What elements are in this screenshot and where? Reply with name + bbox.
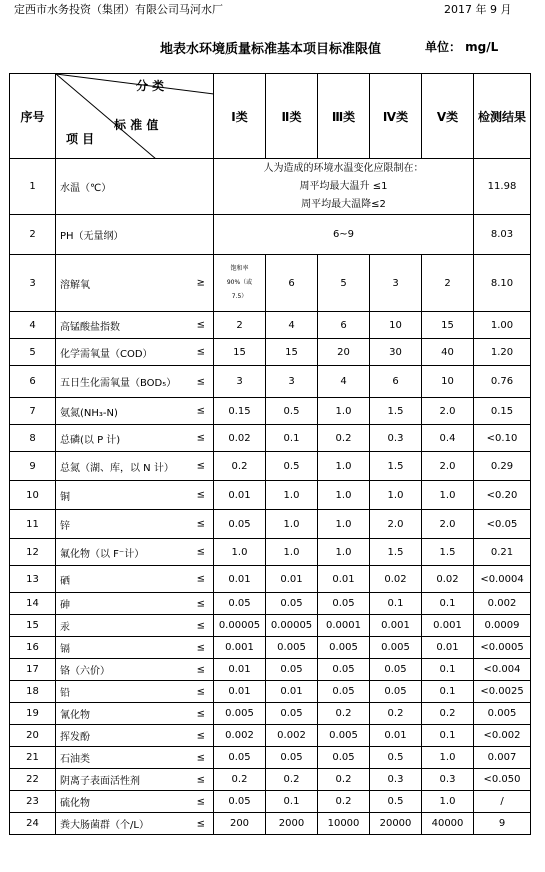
class-2-value: 0.05 xyxy=(266,747,318,769)
item-label: 化学需氧量（COD） xyxy=(60,348,153,360)
result-value: / xyxy=(474,791,531,813)
class-3-value: 0.2 xyxy=(318,769,370,791)
class-5-value: 0.02 xyxy=(422,566,474,593)
class-1-value: 0.005 xyxy=(214,703,266,725)
comparison-symbol: ≤ xyxy=(196,620,205,631)
row-number: 4 xyxy=(10,312,56,339)
class-2-value: 0.01 xyxy=(266,681,318,703)
class-5-value: 0.1 xyxy=(422,593,474,615)
class-5-value: 0.1 xyxy=(422,659,474,681)
table-row xyxy=(10,747,531,769)
result-value: 11.98 xyxy=(474,159,531,215)
class-4-value: 0.005 xyxy=(370,637,422,659)
class-5-value: 1.0 xyxy=(422,791,474,813)
document-title: 地表水环境质量标准基本项目标准限值 xyxy=(160,42,382,57)
class-3-value: 0.01 xyxy=(318,566,370,593)
result-value: 0.15 xyxy=(474,398,531,425)
class-1-value: 0.01 xyxy=(214,481,266,510)
table-row xyxy=(10,255,531,312)
result-value: 9 xyxy=(474,813,531,835)
row-number: 9 xyxy=(10,452,56,481)
header-class-3: Ⅲ类 xyxy=(318,74,370,159)
class-5-value: 15 xyxy=(422,312,474,339)
item-name xyxy=(56,813,214,835)
comparison-symbol: ≤ xyxy=(196,730,205,741)
class-4-value: 0.3 xyxy=(370,425,422,452)
item-label: 镉 xyxy=(60,644,70,655)
header-class-4: Ⅳ类 xyxy=(370,74,422,159)
item-label: 汞 xyxy=(60,622,70,633)
item-name xyxy=(56,593,214,615)
item-label: 阴离子表面活性剂 xyxy=(60,776,140,787)
class-3-value: 0.0001 xyxy=(318,615,370,637)
class-4-value: 0.05 xyxy=(370,681,422,703)
row-number: 22 xyxy=(10,769,56,791)
class-3-value: 0.05 xyxy=(318,659,370,681)
row-number: 13 xyxy=(10,566,56,593)
comparison-symbol: ≤ xyxy=(196,796,205,807)
saturation-line-3: 7.5） xyxy=(231,293,248,300)
class-4-value: 0.1 xyxy=(370,593,422,615)
comparison-symbol: ≤ xyxy=(196,432,205,444)
item-name xyxy=(56,215,214,255)
class-1-value: 0.2 xyxy=(214,452,266,481)
class-1-value: 200 xyxy=(214,813,266,835)
row-number: 14 xyxy=(10,593,56,615)
row-number: 21 xyxy=(10,747,56,769)
row-number: 1 xyxy=(10,159,56,215)
item-label: 溶解氧 xyxy=(60,279,90,291)
item-label: PH（无量纲） xyxy=(60,231,124,242)
item-name xyxy=(56,510,214,539)
item-name xyxy=(56,481,214,510)
table-row xyxy=(10,681,531,703)
row-number: 8 xyxy=(10,425,56,452)
item-label: 水温（℃） xyxy=(60,183,112,194)
header-row xyxy=(10,74,531,159)
note-line-1: 人为造成的环境水温变化应限制在： xyxy=(263,162,424,174)
comparison-symbol: ≤ xyxy=(196,708,205,719)
item-name xyxy=(56,366,214,398)
class-2-value: 3 xyxy=(266,366,318,398)
class-2-value: 1.0 xyxy=(266,510,318,539)
class-1-value: 0.01 xyxy=(214,566,266,593)
item-label: 氟化物（以 F⁻计） xyxy=(60,548,145,560)
comparison-symbol: ≤ xyxy=(196,489,205,501)
item-label: 硫化物 xyxy=(60,798,90,809)
saturation-line-1: 饱和率 xyxy=(230,265,249,272)
result-value: <0.20 xyxy=(474,481,531,510)
class-1-value: 0.05 xyxy=(214,747,266,769)
class-3-value: 0.05 xyxy=(318,681,370,703)
row-number: 6 xyxy=(10,366,56,398)
item-name xyxy=(56,159,214,215)
header-class-2: Ⅱ类 xyxy=(266,74,318,159)
table-row xyxy=(10,659,531,681)
class-1-value: 0.001 xyxy=(214,637,266,659)
class-3-value: 0.2 xyxy=(318,703,370,725)
table-row xyxy=(10,339,531,366)
comparison-symbol: ≤ xyxy=(196,686,205,697)
row-number: 23 xyxy=(10,791,56,813)
comparison-symbol: ≤ xyxy=(196,642,205,653)
document-title-bar xyxy=(0,36,545,56)
class-3-value: 20 xyxy=(318,339,370,366)
comparison-symbol: ≤ xyxy=(196,664,205,675)
header-diagonal-cell xyxy=(56,74,214,159)
standards-table xyxy=(9,73,531,835)
result-value: 8.10 xyxy=(474,255,531,312)
result-value: 0.21 xyxy=(474,539,531,566)
table-row xyxy=(10,366,531,398)
result-value: <0.050 xyxy=(474,769,531,791)
class-5-value: 1.0 xyxy=(422,481,474,510)
row-number: 3 xyxy=(10,255,56,312)
item-name xyxy=(56,725,214,747)
top-bar xyxy=(0,0,545,18)
class-5-value: 1.5 xyxy=(422,539,474,566)
class-2-value: 6 xyxy=(266,255,318,312)
class-1-value: 0.002 xyxy=(214,725,266,747)
row-number: 12 xyxy=(10,539,56,566)
item-label: 氰化物 xyxy=(60,710,90,721)
item-label: 锌 xyxy=(60,520,70,532)
comparison-symbol: ≤ xyxy=(196,752,205,763)
class-4-value: 0.02 xyxy=(370,566,422,593)
result-value: 0.005 xyxy=(474,703,531,725)
class-2-value: 0.002 xyxy=(266,725,318,747)
table-row xyxy=(10,312,531,339)
class-2-value: 0.00005 xyxy=(266,615,318,637)
class-5-value: 0.3 xyxy=(422,769,474,791)
class-2-value: 15 xyxy=(266,339,318,366)
item-name xyxy=(56,255,214,312)
class-3-value: 1.0 xyxy=(318,510,370,539)
item-label: 挥发酚 xyxy=(60,732,90,743)
result-value: 8.03 xyxy=(474,215,531,255)
table-row xyxy=(10,615,531,637)
result-value: <0.05 xyxy=(474,510,531,539)
item-label: 铬（六价） xyxy=(60,666,110,677)
result-value: 1.20 xyxy=(474,339,531,366)
class-4-value: 0.2 xyxy=(370,703,422,725)
item-name xyxy=(56,681,214,703)
item-label: 石油类 xyxy=(60,754,90,765)
header-class-5: Ⅴ类 xyxy=(422,74,474,159)
class-1-value: 0.00005 xyxy=(214,615,266,637)
item-label: 砷 xyxy=(60,600,70,611)
class-5-value: 0.001 xyxy=(422,615,474,637)
item-name xyxy=(56,539,214,566)
class-2-value: 0.05 xyxy=(266,593,318,615)
result-value: <0.0004 xyxy=(474,566,531,593)
class-2-value: 0.01 xyxy=(266,566,318,593)
class-3-value: 1.0 xyxy=(318,398,370,425)
class-1-value: 0.02 xyxy=(214,425,266,452)
class-2-value: 0.05 xyxy=(266,659,318,681)
class-4-value: 0.05 xyxy=(370,659,422,681)
comparison-symbol: ≤ xyxy=(196,774,205,785)
class-4-value: 1.5 xyxy=(370,539,422,566)
class-2-value: 4 xyxy=(266,312,318,339)
class-2-value: 1.0 xyxy=(266,481,318,510)
class-1-value: 0.05 xyxy=(214,791,266,813)
class-3-value: 10000 xyxy=(318,813,370,835)
class-4-value: 1.5 xyxy=(370,398,422,425)
class-4-value: 1.5 xyxy=(370,452,422,481)
header-result: 检测结果 xyxy=(474,74,531,159)
table-row xyxy=(10,510,531,539)
item-name xyxy=(56,425,214,452)
header-class-1: Ⅰ类 xyxy=(214,74,266,159)
result-value: <0.0005 xyxy=(474,637,531,659)
class-1-value: 3 xyxy=(214,366,266,398)
item-name xyxy=(56,398,214,425)
class-5-value: 40 xyxy=(422,339,474,366)
class-3-value: 0.2 xyxy=(318,425,370,452)
result-value: <0.0025 xyxy=(474,681,531,703)
class-1-value: 0.01 xyxy=(214,659,266,681)
class-5-value: 2.0 xyxy=(422,452,474,481)
table-row xyxy=(10,398,531,425)
header-category: 分 类 xyxy=(136,79,165,93)
comparison-symbol: ≤ xyxy=(196,546,205,558)
class-4-value: 3 xyxy=(370,255,422,312)
item-name xyxy=(56,615,214,637)
class-1-value: 0.01 xyxy=(214,681,266,703)
class-4-value: 0.01 xyxy=(370,725,422,747)
result-value: <0.002 xyxy=(474,725,531,747)
class-2-value: 0.05 xyxy=(266,703,318,725)
item-label: 硒 xyxy=(60,575,70,587)
comparison-symbol: ≤ xyxy=(196,346,205,358)
ph-range: 6~9 xyxy=(214,215,474,255)
class-5-value: 2 xyxy=(422,255,474,312)
item-label: 铜 xyxy=(60,491,70,503)
item-name xyxy=(56,791,214,813)
class-5-value: 1.0 xyxy=(422,747,474,769)
comparison-symbol: ≥ xyxy=(196,277,205,289)
item-name xyxy=(56,312,214,339)
table-row xyxy=(10,566,531,593)
class-3-value: 1.0 xyxy=(318,452,370,481)
class-5-value: 0.01 xyxy=(422,637,474,659)
class-4-value: 0.3 xyxy=(370,769,422,791)
class-2-value: 0.5 xyxy=(266,398,318,425)
result-value: <0.10 xyxy=(474,425,531,452)
class-4-value: 0.5 xyxy=(370,791,422,813)
result-value: 0.0009 xyxy=(474,615,531,637)
comparison-symbol: ≤ xyxy=(196,460,205,472)
class-3-value: 5 xyxy=(318,255,370,312)
header-item: 项 目 xyxy=(66,132,95,146)
note-line-3: 周平均最大温降≤2 xyxy=(301,198,386,210)
class-3-value: 4 xyxy=(318,366,370,398)
class-4-value: 30 xyxy=(370,339,422,366)
table-row xyxy=(10,791,531,813)
row-number: 11 xyxy=(10,510,56,539)
row-number: 5 xyxy=(10,339,56,366)
class-5-value: 0.1 xyxy=(422,725,474,747)
class-5-value: 0.2 xyxy=(422,703,474,725)
class-2-value: 0.1 xyxy=(266,791,318,813)
item-name xyxy=(56,769,214,791)
table-row xyxy=(10,452,531,481)
temperature-limit-note xyxy=(214,159,474,215)
item-name xyxy=(56,339,214,366)
comparison-symbol: ≤ xyxy=(196,518,205,530)
item-label: 高锰酸盐指数 xyxy=(60,321,120,333)
table-row xyxy=(10,725,531,747)
row-number: 24 xyxy=(10,813,56,835)
result-value: 0.29 xyxy=(474,452,531,481)
class-1-value: 0.05 xyxy=(214,510,266,539)
class-4-value: 1.0 xyxy=(370,481,422,510)
row-number: 15 xyxy=(10,615,56,637)
item-name xyxy=(56,659,214,681)
table-row xyxy=(10,637,531,659)
class-5-value: 10 xyxy=(422,366,474,398)
row-number: 20 xyxy=(10,725,56,747)
class-3-value: 6 xyxy=(318,312,370,339)
class-5-value: 2.0 xyxy=(422,510,474,539)
class-5-value: 0.1 xyxy=(422,681,474,703)
item-label: 粪大肠菌群（个/L） xyxy=(60,820,149,831)
table-row xyxy=(10,703,531,725)
table-row xyxy=(10,539,531,566)
row-number: 2 xyxy=(10,215,56,255)
table-row xyxy=(10,215,531,255)
header-standard-value: 标 准 值 xyxy=(114,118,159,132)
table-row xyxy=(10,769,531,791)
company-name: 定西市水务投资（集团）有限公司马河水厂 xyxy=(14,3,223,16)
class-1-value: 1.0 xyxy=(214,539,266,566)
class-2-value: 0.5 xyxy=(266,452,318,481)
class-5-value: 0.4 xyxy=(422,425,474,452)
class-4-value: 20000 xyxy=(370,813,422,835)
table-row xyxy=(10,813,531,835)
class-3-value: 0.05 xyxy=(318,593,370,615)
row-number: 19 xyxy=(10,703,56,725)
item-label: 总磷(以 P 计) xyxy=(60,434,121,446)
item-label: 总氮（湖、库，以 N 计） xyxy=(60,462,174,474)
class-1-value: 0.2 xyxy=(214,769,266,791)
comparison-symbol: ≤ xyxy=(196,818,205,829)
header-index: 序号 xyxy=(10,74,56,159)
item-name xyxy=(56,566,214,593)
class-2-value: 1.0 xyxy=(266,539,318,566)
row-number: 7 xyxy=(10,398,56,425)
item-name xyxy=(56,747,214,769)
comparison-symbol: ≤ xyxy=(196,319,205,331)
class-2-value: 0.1 xyxy=(266,425,318,452)
table-row xyxy=(10,159,531,215)
table-row xyxy=(10,593,531,615)
unit-label: 单位： mg/L xyxy=(425,40,499,54)
class-1-value: 0.05 xyxy=(214,593,266,615)
class-3-value: 1.0 xyxy=(318,539,370,566)
report-date: 2017 年 9 月 xyxy=(444,3,512,16)
class-4-value: 0.001 xyxy=(370,615,422,637)
item-label: 氨氮(NH₃-N) xyxy=(60,407,118,419)
row-number: 17 xyxy=(10,659,56,681)
comparison-symbol: ≤ xyxy=(196,376,205,387)
class-3-value: 0.005 xyxy=(318,637,370,659)
class-1-value: 15 xyxy=(214,339,266,366)
class-3-value: 0.2 xyxy=(318,791,370,813)
row-number: 18 xyxy=(10,681,56,703)
comparison-symbol: ≤ xyxy=(196,405,205,417)
class-4-value: 0.5 xyxy=(370,747,422,769)
class-5-value: 2.0 xyxy=(422,398,474,425)
class-2-value: 0.005 xyxy=(266,637,318,659)
result-value: <0.004 xyxy=(474,659,531,681)
result-value: 0.007 xyxy=(474,747,531,769)
class-2-value: 2000 xyxy=(266,813,318,835)
comparison-symbol: ≤ xyxy=(196,598,205,609)
item-name xyxy=(56,703,214,725)
class-1-value: 0.15 xyxy=(214,398,266,425)
note-line-2: 周平均最大温升 ≤1 xyxy=(299,180,388,192)
row-number: 10 xyxy=(10,481,56,510)
class-1-value: 2 xyxy=(214,312,266,339)
class-5-value: 40000 xyxy=(422,813,474,835)
item-name xyxy=(56,452,214,481)
class-2-value: 0.2 xyxy=(266,769,318,791)
class-1-value xyxy=(214,255,266,312)
class-3-value: 0.05 xyxy=(318,747,370,769)
table-row xyxy=(10,425,531,452)
item-label: 铅 xyxy=(60,688,70,699)
class-4-value: 6 xyxy=(370,366,422,398)
item-label: 五日生化需氧量（BOD₅） xyxy=(60,378,177,389)
class-4-value: 2.0 xyxy=(370,510,422,539)
class-4-value: 10 xyxy=(370,312,422,339)
class-3-value: 1.0 xyxy=(318,481,370,510)
table-row xyxy=(10,481,531,510)
class-3-value: 0.005 xyxy=(318,725,370,747)
result-value: 1.00 xyxy=(474,312,531,339)
saturation-line-2: 90%（或 xyxy=(226,279,253,286)
result-value: 0.002 xyxy=(474,593,531,615)
result-value: 0.76 xyxy=(474,366,531,398)
item-name xyxy=(56,637,214,659)
row-number: 16 xyxy=(10,637,56,659)
comparison-symbol: ≤ xyxy=(196,573,205,585)
